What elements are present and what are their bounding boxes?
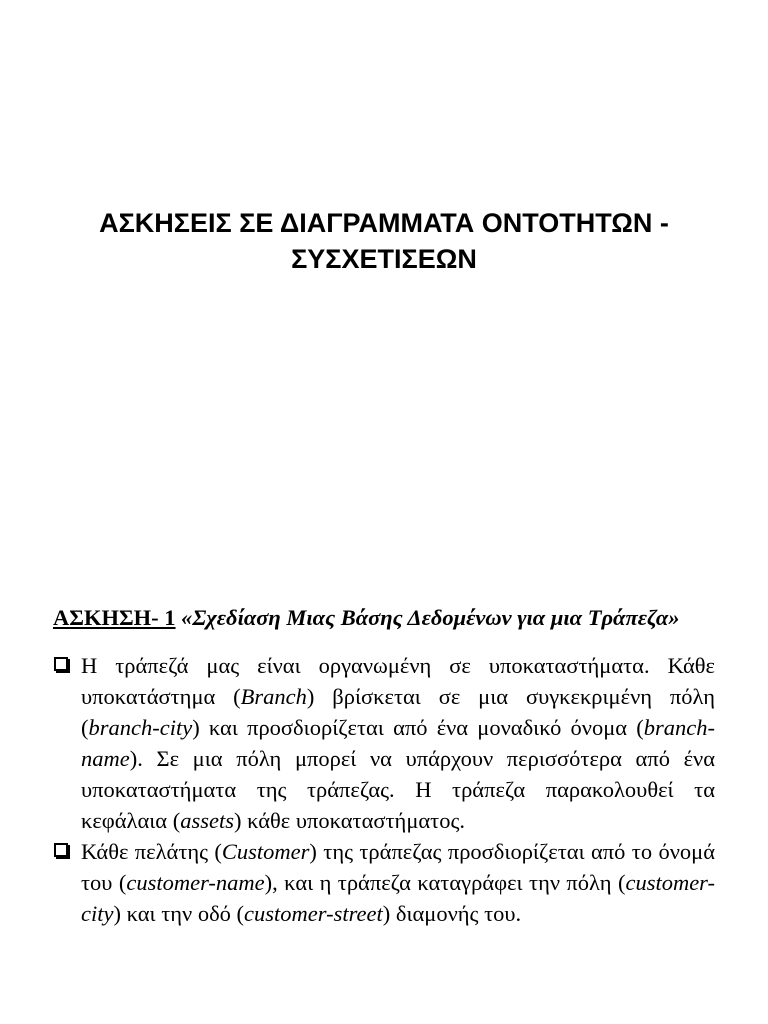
attribute-term: branch-city: [88, 715, 193, 740]
bullet-text: ) και προσδιορίζεται από ένα μοναδικό όνομα (: [192, 715, 644, 740]
exercise-section: [53, 602, 715, 929]
bullet-text: ) της τράπεζας προσδιορίζεται από το όνομά του (: [81, 839, 715, 895]
checkbox-bullet-icon: [54, 843, 68, 857]
attribute-term: customer-city: [81, 870, 715, 926]
bullet-paragraph: [53, 650, 715, 836]
attribute-term: branch-name: [81, 715, 715, 771]
bullet-text: Η τράπεζά μας είναι οργανωμένη σε υποκαταστήματα. Κάθε υποκατάστημα (: [81, 653, 715, 709]
bullet-paragraph: [53, 836, 715, 929]
attribute-term: customer-name: [126, 870, 265, 895]
attribute-term: customer-street: [244, 901, 383, 926]
entity-term: Customer: [221, 839, 310, 864]
page-title-line-2: ΣΥΣΧΕΤΙΣΕΩΝ: [291, 244, 477, 274]
checkbox-bullet-icon: [54, 657, 68, 671]
bullet-text: ). Σε μια πόλη μπορεί να υπάρχουν περισσότερα από ένα υποκαταστήματα της τράπεζας. Η τράπεζα παρακολουθεί τα κεφάλαια (: [81, 746, 715, 833]
exercise-number: ΑΣΚΗΣΗ- 1: [53, 605, 176, 630]
bullet-text: Κάθε πελάτης (: [81, 839, 222, 864]
bullet-text: ) βρίσκεται σε μια συγκεκριμένη πόλη (: [81, 684, 715, 740]
bullet-text: ) και την οδό (: [113, 901, 245, 926]
exercise-heading: [53, 602, 715, 633]
attribute-term: assets: [180, 808, 234, 833]
page-title-line-1: ΑΣΚΗΣΕΙΣ ΣΕ ΔΙΑΓΡΑΜΜΑΤΑ ΟΝΤΟΤΗΤΩΝ -: [99, 208, 669, 238]
entity-term: Branch: [240, 684, 307, 709]
bullet-text: ) διαμονής του.: [382, 901, 522, 926]
exercise-topic: «Σχεδίαση Μιας Βάσης Δεδομένων για μια Τράπεζα»: [181, 605, 680, 630]
bullet-text: ), και η τράπεζα καταγράφει την πόλη (: [264, 870, 626, 895]
page-title: [40, 205, 728, 277]
bullet-text: ) κάθε υποκαταστήματος.: [233, 808, 466, 833]
